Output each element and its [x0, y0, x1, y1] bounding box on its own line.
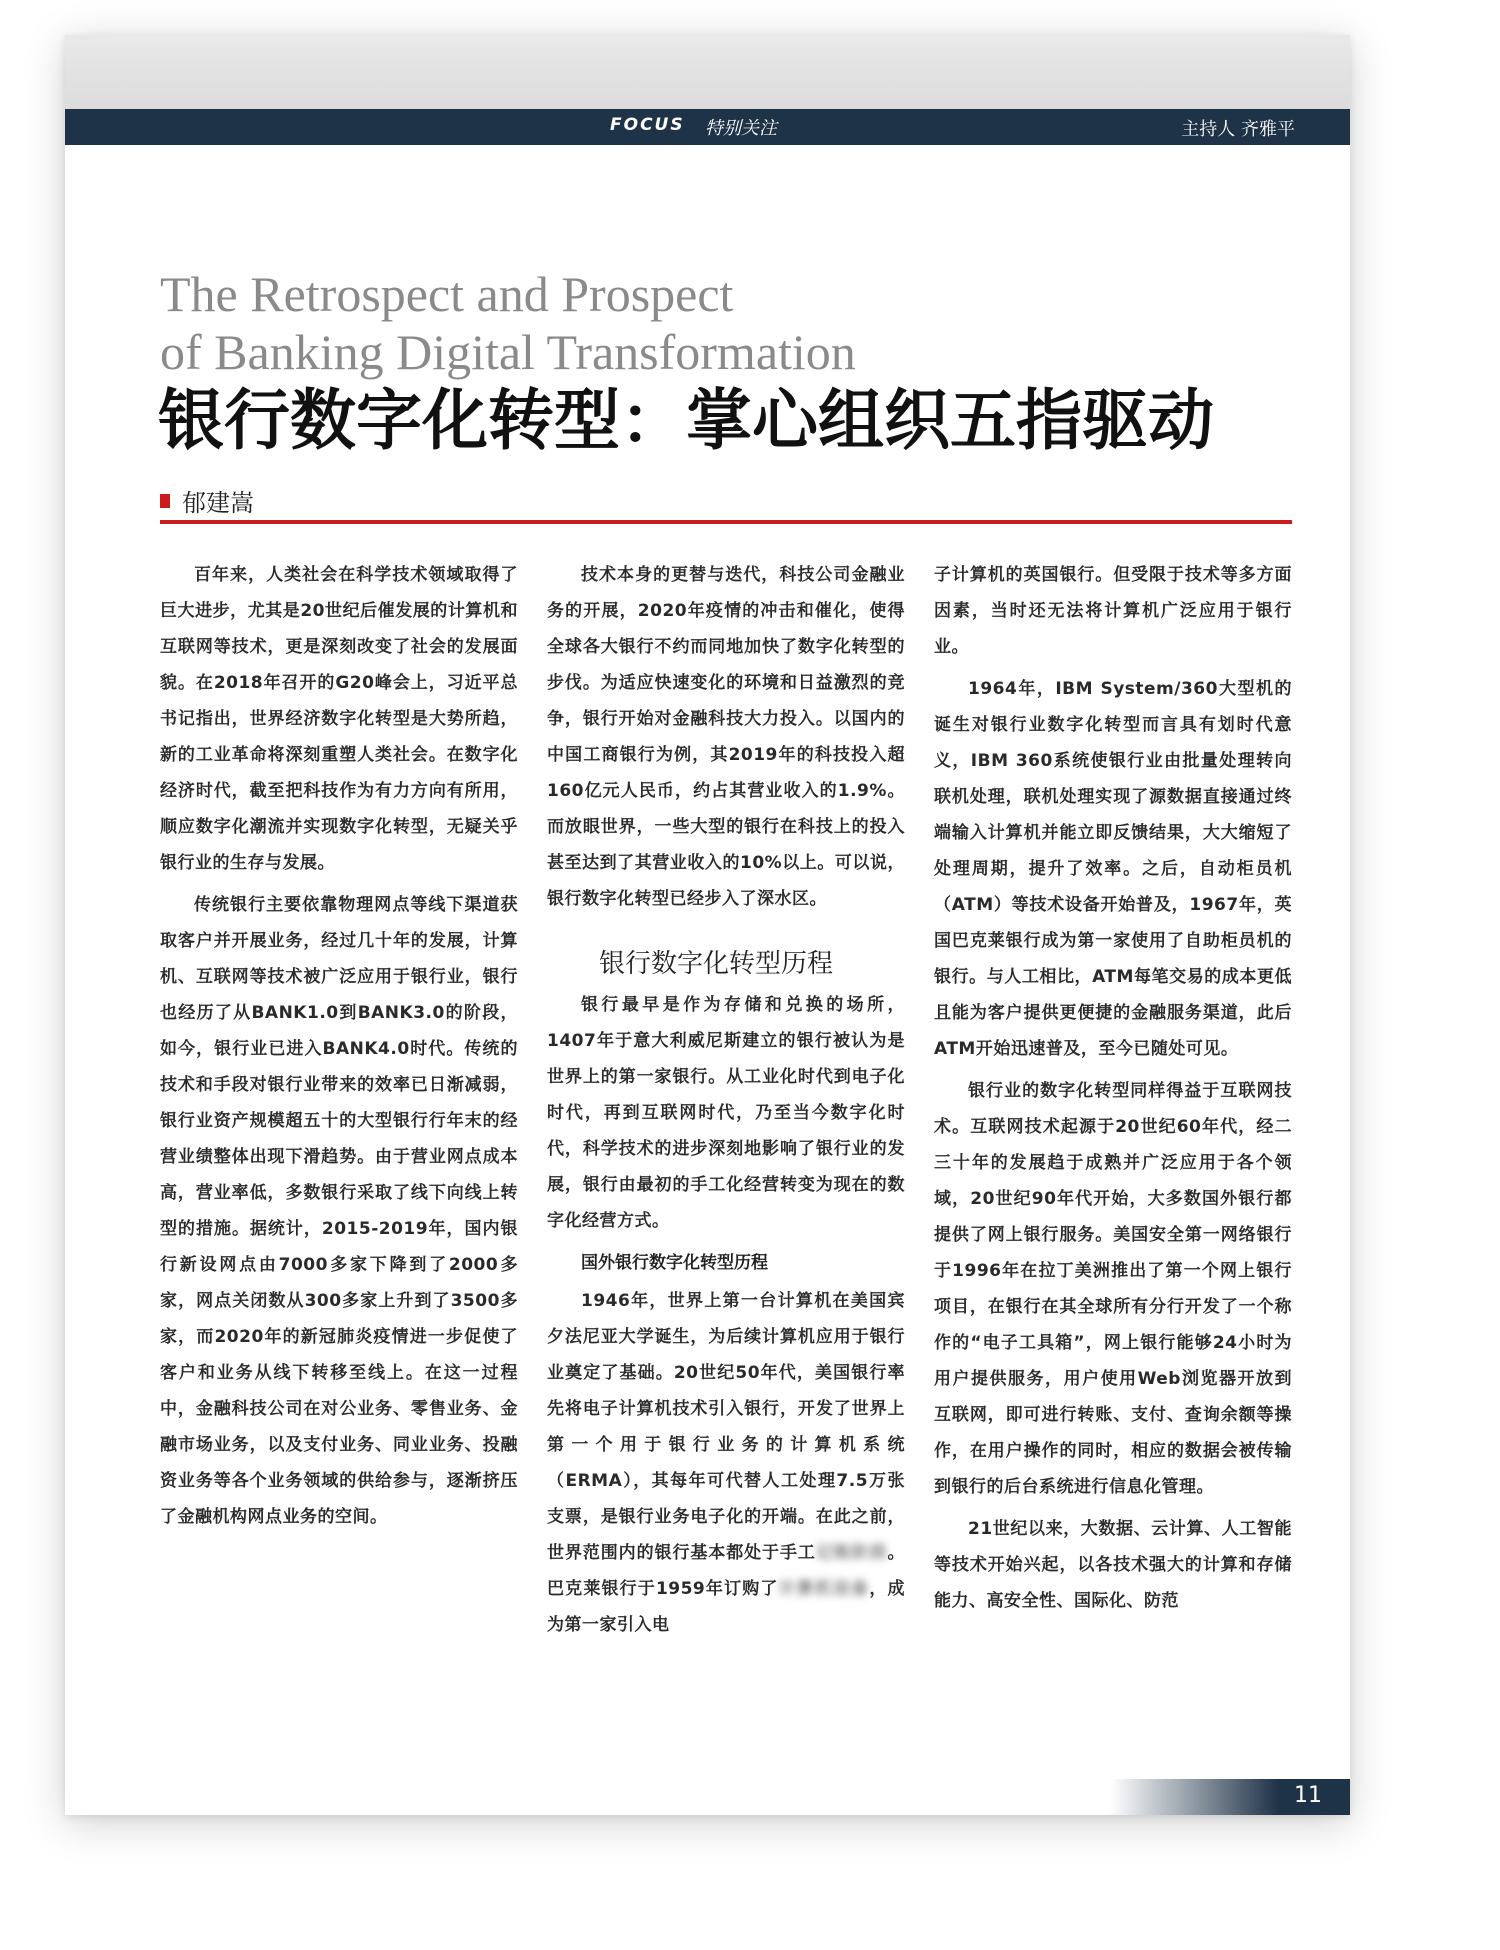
page-number: 11 — [1294, 1783, 1322, 1808]
byline — [160, 483, 254, 518]
paragraph: 子计算机的英国银行。但受限于技术等多方面因素，当时还无法将计算机广泛应用于银行业。 — [934, 565, 1292, 657]
focus-label: FOCUS — [610, 115, 685, 135]
magazine-page — [65, 35, 1350, 1815]
chinese-title: 银行数字化转型：掌心组织五指驱动 — [158, 381, 1214, 459]
page-number-tab — [1110, 1779, 1350, 1815]
english-title — [160, 265, 1260, 381]
blurred-text: 记账阶段 — [815, 1543, 888, 1563]
blurred-text: 计算机设备 — [778, 1579, 870, 1599]
paragraph: 技术本身的更替与迭代，科技公司金融业务的开展，2020年疫情的冲击和催化，使得全球各大银行不约而同地加快了数字化转型的步伐。为适应快速变化的环境和日益激烈的竞争，银行开始对金融科技大力投入。以国内的中国工商银行为例，其2019年的科技投入超160亿元人民币，约占其营业收入的1.9%。而放眼世界，一些大型的银行在科技上的投入甚至达到了其营业收入的10%以上。可以说，银行数字化转型已经步入了深水区。 — [547, 565, 905, 909]
article-body — [160, 557, 1292, 1649]
paragraph: 传统银行主要依靠物理网点等线下渠道获取客户并开展业务，经过几十年的发展，计算机、互联网等技术被广泛应用于银行业，银行也经历了从BANK1.0到BANK3.0的阶段，如今，银行业已进入BANK4.0时代。传统的技术和手段对银行业带来的效率已日渐减弱，银行业资产规模超五十的大型银行行年末的经营业绩整体出现下滑趋势。由于营业网点成本高，营业率低，多数银行采取了线下向线上转型的措施。据统计，2015-2019年，国内银行新设网点由7000多家下降到了2000多家，网点关闭数从300多家上升到了3500多家，而2020年的新冠肺炎疫情进一步促使了客户和业务从线下转移至线上。在这一过程中，金融科技公司在对公业务、零售业务、金融市场业务，以及支付业务、同业业务、投融资业务等各个业务领域的供给参与，逐渐挤压了金融机构网点业务的空间。 — [160, 895, 518, 1527]
paragraph-text: ，成为第一家引入电 — [547, 1579, 906, 1635]
column-3 — [934, 557, 1292, 1649]
page-top-margin — [65, 35, 1350, 109]
header-band — [65, 109, 1350, 145]
paragraph: 银行业的数字化转型同样得益于互联网技术。互联网技术起源于20世纪60年代，经二三十年的发展趋于成熟并广泛应用于各个领域，20世纪90年代开始，大多数国外银行都提供了网上银行服务。美国安全第一网络银行于1996年在拉丁美洲推出了第一个网上银行项目，在银行在其全球所有分行开发了一个称作的“电子工具箱”，网上银行能够24小时为用户提供服务，用户使用Web浏览器开放到互联网，即可进行转账、支付、查询余额等操作，在用户操作的同时，相应的数据会被传输到银行的后台系统进行信息化管理。 — [934, 1081, 1292, 1497]
author-marker-icon — [160, 494, 170, 508]
paragraph-text: 1946年，世界上第一台计算机在美国宾夕法尼亚大学诞生，为后续计算机应用于银行业奠定了基础。20世纪50年代，美国银行率先将电子计算机技术引入银行，开发了世界上第一个用于银行业务的计算机系统（ERMA），其每年可代替人工处理7.5万张支票，是银行业务电子化的开端。在此之前，世界范围内的银行基本都处于手工 — [547, 1291, 905, 1563]
paragraph: 银行最早是作为存储和兑换的场所，1407年于意大利威尼斯建立的银行被认为是世界上的第一家银行。从工业化时代到电子化时代，再到互联网时代，乃至当今数字化时代，科学技术的进步深刻地影响了银行业的发展，银行由最初的手工化经营转变为现在的数字化经营方式。 — [547, 995, 905, 1231]
column-1 — [160, 557, 518, 1649]
paragraph: 21世纪以来，大数据、云计算、人工智能等技术开始兴起，以各技术强大的计算和存储能力、高安全性、国际化、防范 — [934, 1519, 1292, 1611]
paragraph: 1964年，IBM System/360大型机的诞生对银行业数字化转型而言具有划时代意义，IBM 360系统使银行业由批量处理转向联机处理，联机处理实现了源数据直接通过终端输入计算机并能立即反馈结果，大大缩短了处理周期，提升了效率。之后，自动柜员机（ATM）等技术设备开始普及，1967年，英国巴克莱银行成为第一家使用了自助柜员机的银行。与人工相比，ATM每笔交易的成本更低且能为客户提供更便捷的金融服务渠道，此后ATM开始迅速普及，至今已随处可见。 — [934, 679, 1292, 1059]
section-heading: 银行数字化转型历程 — [599, 949, 834, 979]
host-label: 主持人 齐雅平 — [1181, 119, 1295, 140]
paragraph — [547, 1283, 905, 1643]
subsection-heading: 国外银行数字化转型历程 — [581, 1253, 768, 1273]
english-title-line-2: of Banking Digital Transformation — [160, 324, 856, 380]
author-name: 郁建嵩 — [182, 489, 254, 517]
column-2 — [547, 557, 905, 1649]
paragraph: 百年来，人类社会在科学技术领域取得了巨大进步，尤其是20世纪后催发展的计算机和互联网等技术，更是深刻改变了社会的发展面貌。在2018年召开的G20峰会上，习近平总书记指出，世界经济数字化转型是大势所趋，新的工业革命将深刻重塑人类社会。在数字化经济时代，截至把科技作为有力方向有所用，顺应数字化潮流并实现数字化转型，无疑关乎银行业的生存与发展。 — [160, 565, 518, 873]
section-label: 特别关注 — [705, 118, 777, 139]
title-divider — [160, 520, 1292, 524]
paragraph-text: 。巴克莱银行于1959年订购了 — [547, 1543, 906, 1599]
english-title-line-1: The Retrospect and Prospect — [160, 266, 734, 322]
